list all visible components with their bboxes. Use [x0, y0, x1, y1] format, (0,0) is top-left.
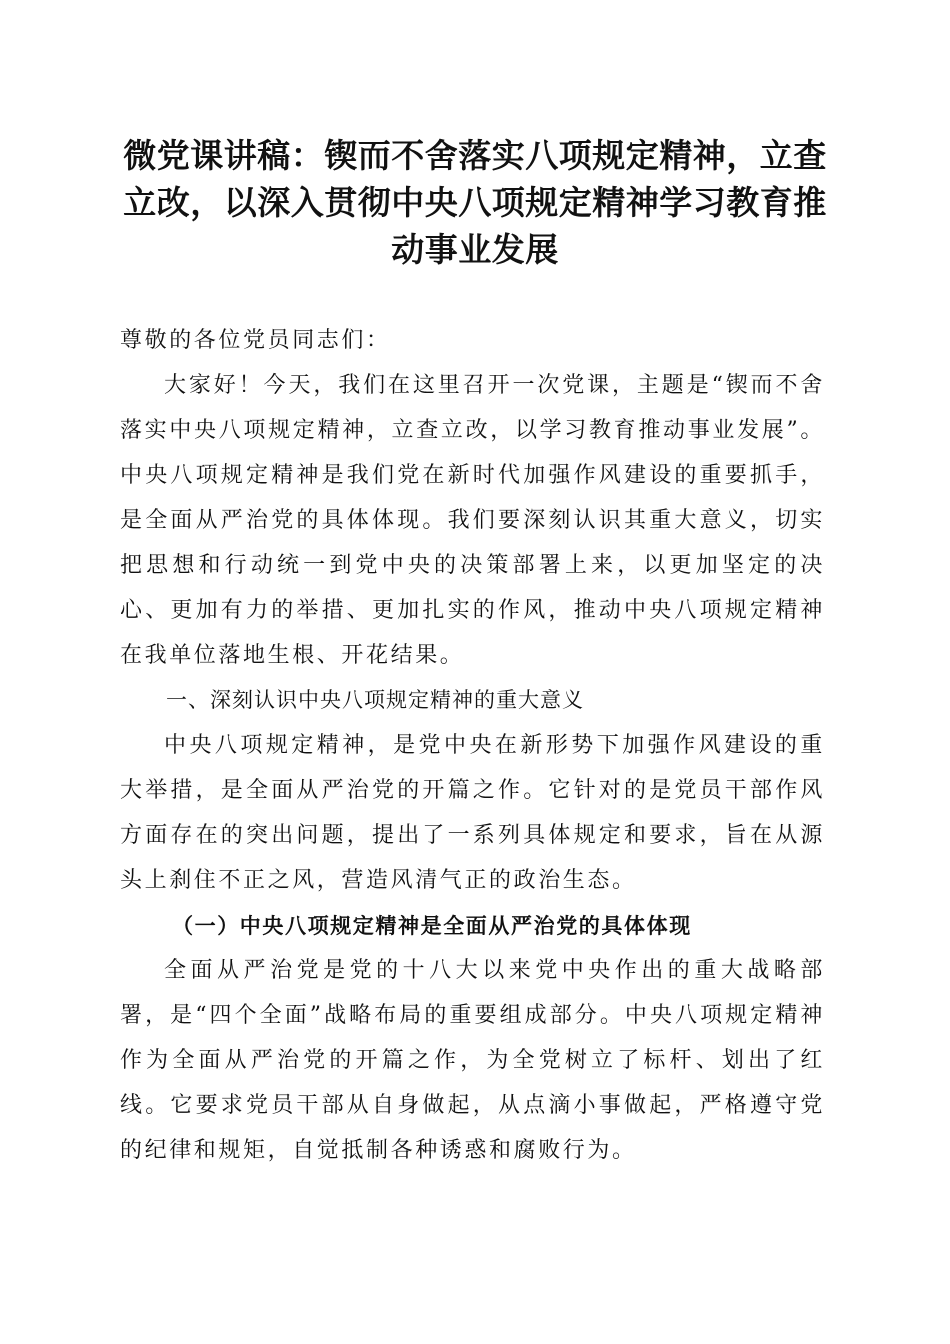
subsection-heading-1: （一）中央八项规定精神是全面从严治党的具体体现	[172, 913, 692, 938]
intro-paragraph: 大家好！今天，我们在这里召开一次党课，主题是“锲而不舍落实中央八项规定精神，立查立改，以学习教育推动事业发展”。中央八项规定精神是我们党在新时代加强作风建设的重要抓手，是全面从严治党的具体体现。我们要深刻认识其重大意义，切实把思想和行动统一到党中央的决策部署上来，以更加坚定的决心、更加有力的举措、更加扎实的作风，推动中央八项规定精神在我单位落地生根、开花结果。	[120, 373, 825, 668]
document-body	[120, 318, 825, 1173]
section-1-paragraph: 中央八项规定精神，是党中央在新形势下加强作风建设的重大举措，是全面从严治党的开篇之作。它针对的是党员干部作风方面存在的突出问题，提出了一系列具体规定和要求，旨在从源头上刹住不正之风，营造风清气正的政治生态。	[120, 733, 825, 893]
section-heading-1: 一、深刻认识中央八项规定精神的重大意义	[166, 688, 584, 712]
subsection-1-paragraph: 全面从严治党是党的十八大以来党中央作出的重大战略部署，是“四个全面”战略布局的重要组成部分。中央八项规定精神作为全面从严治党的开篇之作，为全党树立了标杆、划出了红线。它要求党员干部从自身做起，从点滴小事做起，严格遵守党的纪律和规矩，自觉抵制各种诱惑和腐败行为。	[120, 958, 825, 1163]
salutation: 尊敬的各位党员同志们：	[120, 328, 391, 353]
document-title: 微党课讲稿：锲而不舍落实八项规定精神，立查立改，以深入贯彻中央八项规定精神学习教育推动事业发展	[123, 136, 827, 269]
